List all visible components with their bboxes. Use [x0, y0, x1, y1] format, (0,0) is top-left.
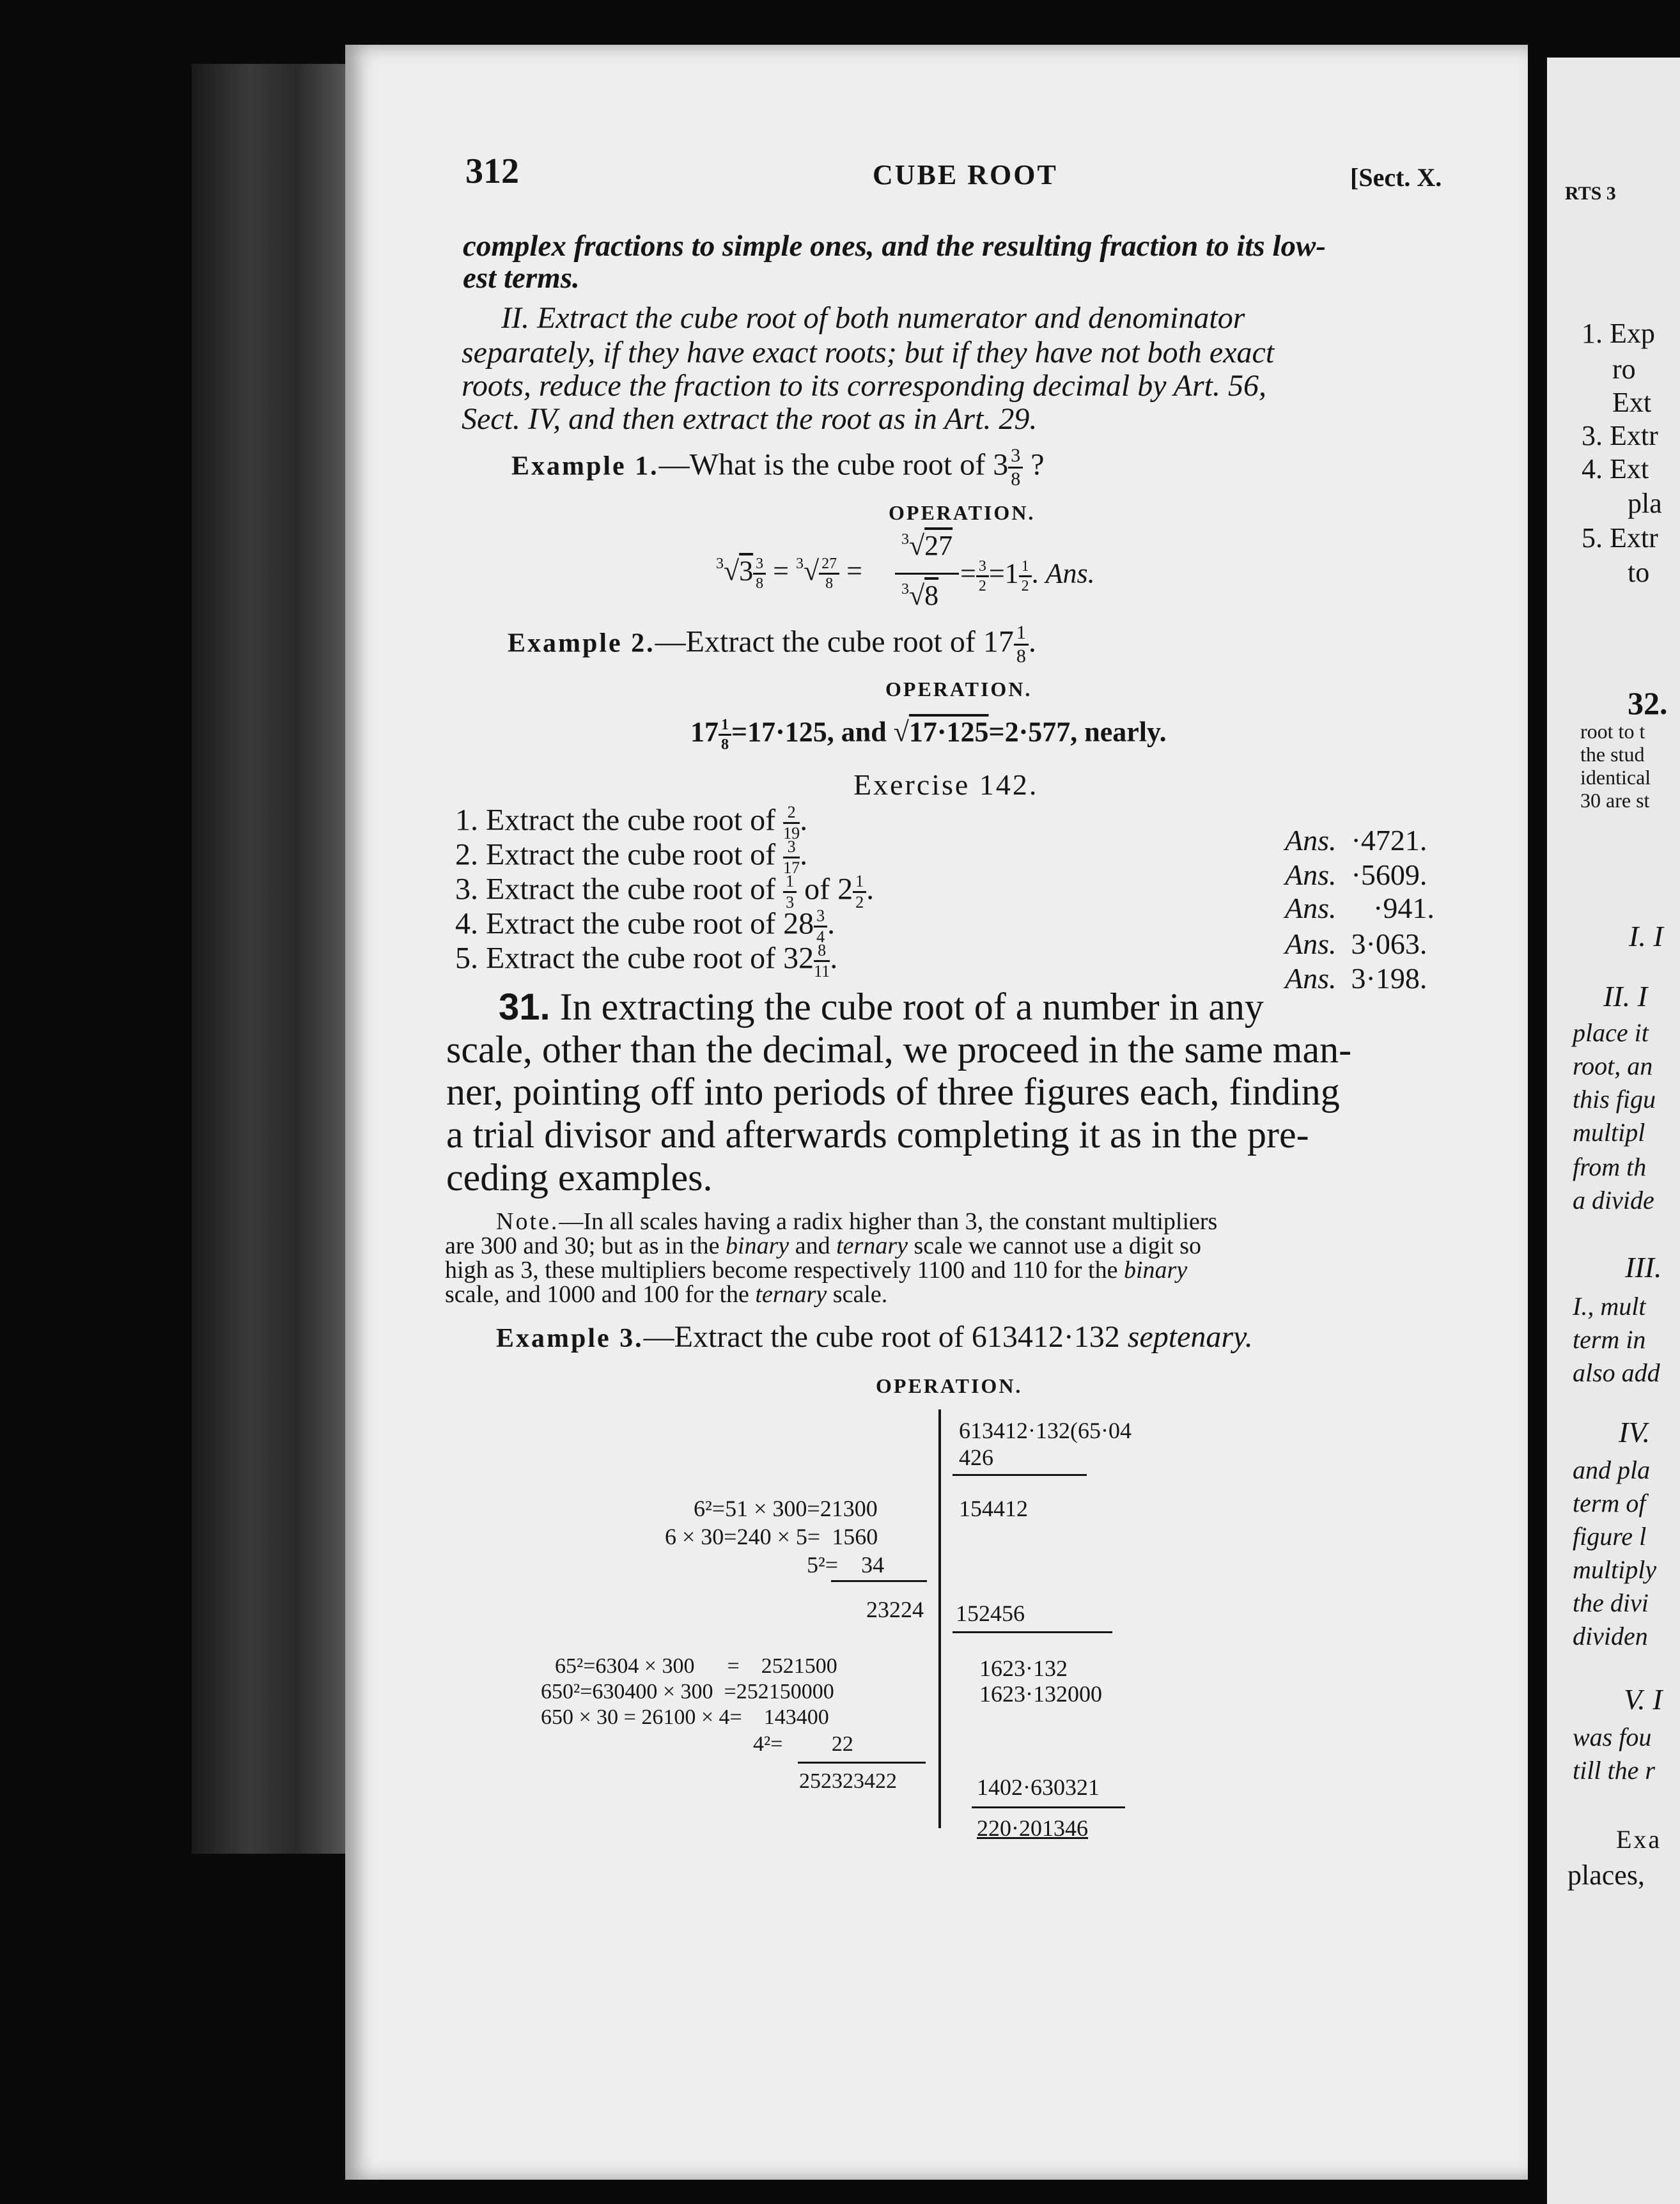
facing-text: multiply [1573, 1555, 1657, 1584]
calc-left: 650 × 30 = 26100 × 4= 143400 [541, 1705, 829, 1729]
exercise-item: 4. Extract the cube root of 28 $\frac{3}{4}$ . [455, 906, 836, 946]
note-label: Note. [496, 1208, 559, 1235]
running-title: CUBE ROOT [873, 159, 1058, 190]
fraction-bar [895, 573, 959, 575]
facing-text: 5. Extr [1582, 522, 1658, 554]
operation-label: OPERATION. [889, 501, 1036, 524]
facing-text: 3. Extr [1582, 420, 1658, 451]
facing-text: ro [1612, 353, 1636, 385]
operation-label: OPERATION. [885, 678, 1032, 701]
article-31-line: ceding examples. [446, 1156, 713, 1199]
calc-left: 650²=630400 × 300 =252150000 [541, 1680, 834, 1703]
calc-rule [953, 1474, 1087, 1476]
exercise-item: 5. Extract the cube root of 32 $\frac{8}{11}$ . [455, 941, 838, 981]
exercise-answer: Ans. ·4721. [1285, 824, 1427, 857]
example-2-question: Example 2.—Extract the cube root of 17 $\frac{1}{8}$ . [508, 622, 1036, 667]
rule-text: Sect. IV, and then extract the root as in Art. 29. [462, 402, 1038, 436]
section-label: [Sect. X. [1350, 163, 1442, 192]
article-31-line: ner, pointing off into periods of three figures each, finding [446, 1071, 1340, 1113]
calc-left: 6 × 30=240 × 5= 1560 [665, 1524, 878, 1549]
calc-right: 220·201346 [977, 1815, 1088, 1841]
facing-text: III. [1625, 1251, 1662, 1284]
facing-text: pla [1628, 488, 1662, 519]
calc-left: 65²=6304 × 300 = 2521500 [555, 1654, 837, 1678]
calc-right: 154412 [959, 1496, 1028, 1521]
note-line: scale, and 1000 and 100 for the ternary scale. [445, 1281, 888, 1308]
calc-left: 6²=51 × 300=21300 [694, 1496, 878, 1521]
operation-label: OPERATION. [876, 1374, 1023, 1397]
example-1-formula: $^3$√3 $\frac{3}{8}$ = $^3$√ $\frac{27}{8}$ = [716, 555, 862, 592]
facing-text: place it [1573, 1018, 1649, 1047]
facing-text: identical [1580, 766, 1651, 789]
facing-text: a divide [1573, 1186, 1654, 1215]
example-1-question: Example 1.—What is the cube root of 3 $\frac{3}{8}$ ? [511, 445, 1045, 490]
calc-left: 4²= 22 [753, 1732, 853, 1756]
exercise-answer: Ans. 3·063. [1285, 927, 1427, 960]
intro-line: est terms. [463, 261, 580, 295]
rule-text: II. Extract the cube root of both numerator and denominator [501, 301, 1245, 335]
facing-text: this figu [1573, 1085, 1656, 1114]
facing-text: V. I [1624, 1683, 1663, 1716]
facing-text: 1. Exp [1582, 318, 1655, 349]
calc-right: 1402·630321 [977, 1774, 1100, 1800]
facing-text: was fou [1573, 1723, 1652, 1751]
facing-text: term in [1573, 1325, 1646, 1354]
facing-text: and pla [1573, 1455, 1651, 1484]
facing-text: the divi [1573, 1588, 1649, 1617]
facing-header: RTS 3 [1565, 183, 1616, 204]
example-label: Example 3. [496, 1324, 644, 1353]
page-number: 312 [465, 151, 519, 191]
facing-text: Ext [1612, 387, 1652, 418]
facing-text: till the r [1573, 1756, 1655, 1785]
note-line: Note.—In all scales having a radix higher than 3, the constant multipliers [496, 1208, 1218, 1235]
example-3-question: Example 3.—Extract the cube root of 613412·132 septenary. [496, 1320, 1253, 1354]
facing-text: term of [1573, 1489, 1646, 1517]
calc-right: 426 [959, 1445, 993, 1470]
facing-text: root to t [1580, 720, 1645, 743]
facing-text: to [1628, 557, 1650, 588]
exercise-answer: Ans. ·941. [1285, 892, 1435, 924]
article-31-line: scale, other than the decimal, we proceed in the same man- [446, 1028, 1352, 1071]
facing-text: 32. [1628, 685, 1668, 721]
facing-text: multipl [1573, 1118, 1645, 1147]
calc-right: 152456 [956, 1601, 1025, 1626]
facing-text: from th [1573, 1152, 1647, 1181]
facing-text: I., mult [1573, 1292, 1646, 1321]
calc-left: 252323422 [799, 1769, 897, 1793]
calc-right: 1623·132000 [979, 1681, 1102, 1707]
exercise-answer: Ans. ·5609. [1285, 858, 1427, 891]
note-line: high as 3, these multipliers become respectively 1100 and 110 for the binary [445, 1257, 1188, 1284]
facing-text: root, an [1573, 1052, 1653, 1080]
article-31-line: a trial divisor and afterwards completing it as in the pre- [446, 1114, 1309, 1156]
formula-denominator: $^3$√8 [901, 580, 939, 611]
facing-text: II. I [1603, 980, 1647, 1013]
example-2-formula: 17 $\frac{1}{8}$ =17·125, and √17·125=2·577, nearly. [690, 716, 1167, 753]
facing-text: I. I [1629, 920, 1663, 952]
article-31-line: 31. In extracting the cube root of a number in any [499, 986, 1264, 1028]
exercise-item: 1. Extract the cube root of $\frac{2}{19}$ . [455, 803, 808, 842]
example-label: Example 2. [508, 628, 655, 658]
calc-rule [798, 1762, 926, 1764]
calc-rule [831, 1580, 927, 1582]
calc-left: 23224 [866, 1597, 924, 1622]
article-number: 31. [499, 986, 550, 1028]
exercise-item: 2. Extract the cube root of $\frac{3}{17}$ . [455, 837, 808, 877]
facing-text: places, [1567, 1859, 1645, 1891]
facing-text: dividen [1573, 1622, 1648, 1650]
formula-result: = $\frac{3}{2}$ =1 $\frac{1}{2}$ . Ans. [960, 557, 1095, 594]
calc-right: 1623·132 [979, 1656, 1068, 1681]
facing-text: 30 are st [1580, 789, 1650, 812]
example-label: Example 1. [511, 451, 659, 481]
facing-text: IV. [1619, 1416, 1650, 1448]
formula-numerator: $^3$√27 [901, 530, 953, 561]
calc-rule [953, 1631, 1112, 1633]
calc-left: 5²= 34 [807, 1552, 885, 1578]
facing-text: Exa [1616, 1825, 1662, 1854]
rule-text: separately, if they have exact roots; but if they have not both exact [462, 336, 1275, 369]
exercise-item: 3. Extract the cube root of $\frac{1}{3}$ of 2 $\frac{1}{2}$ . [455, 872, 875, 912]
facing-text: figure l [1573, 1522, 1647, 1551]
intro-line: complex fractions to simple ones, and the resulting fraction to its low- [463, 229, 1326, 263]
facing-text: also add [1573, 1358, 1660, 1387]
calc-rule [972, 1806, 1125, 1808]
facing-text: the stud [1580, 743, 1645, 766]
rule-text: roots, reduce the fraction to its corresponding decimal by Art. 56, [462, 369, 1266, 403]
exercise-title: Exercise 142. [853, 768, 1039, 801]
facing-text: 4. Ext [1582, 453, 1649, 485]
calc-divider [938, 1409, 941, 1828]
note-line: are 300 and 30; but as in the binary and ternary scale we cannot use a digit so [445, 1232, 1202, 1259]
exercise-answer: Ans. 3·198. [1285, 962, 1427, 995]
calc-right: 613412·132(65·04 [959, 1418, 1132, 1443]
